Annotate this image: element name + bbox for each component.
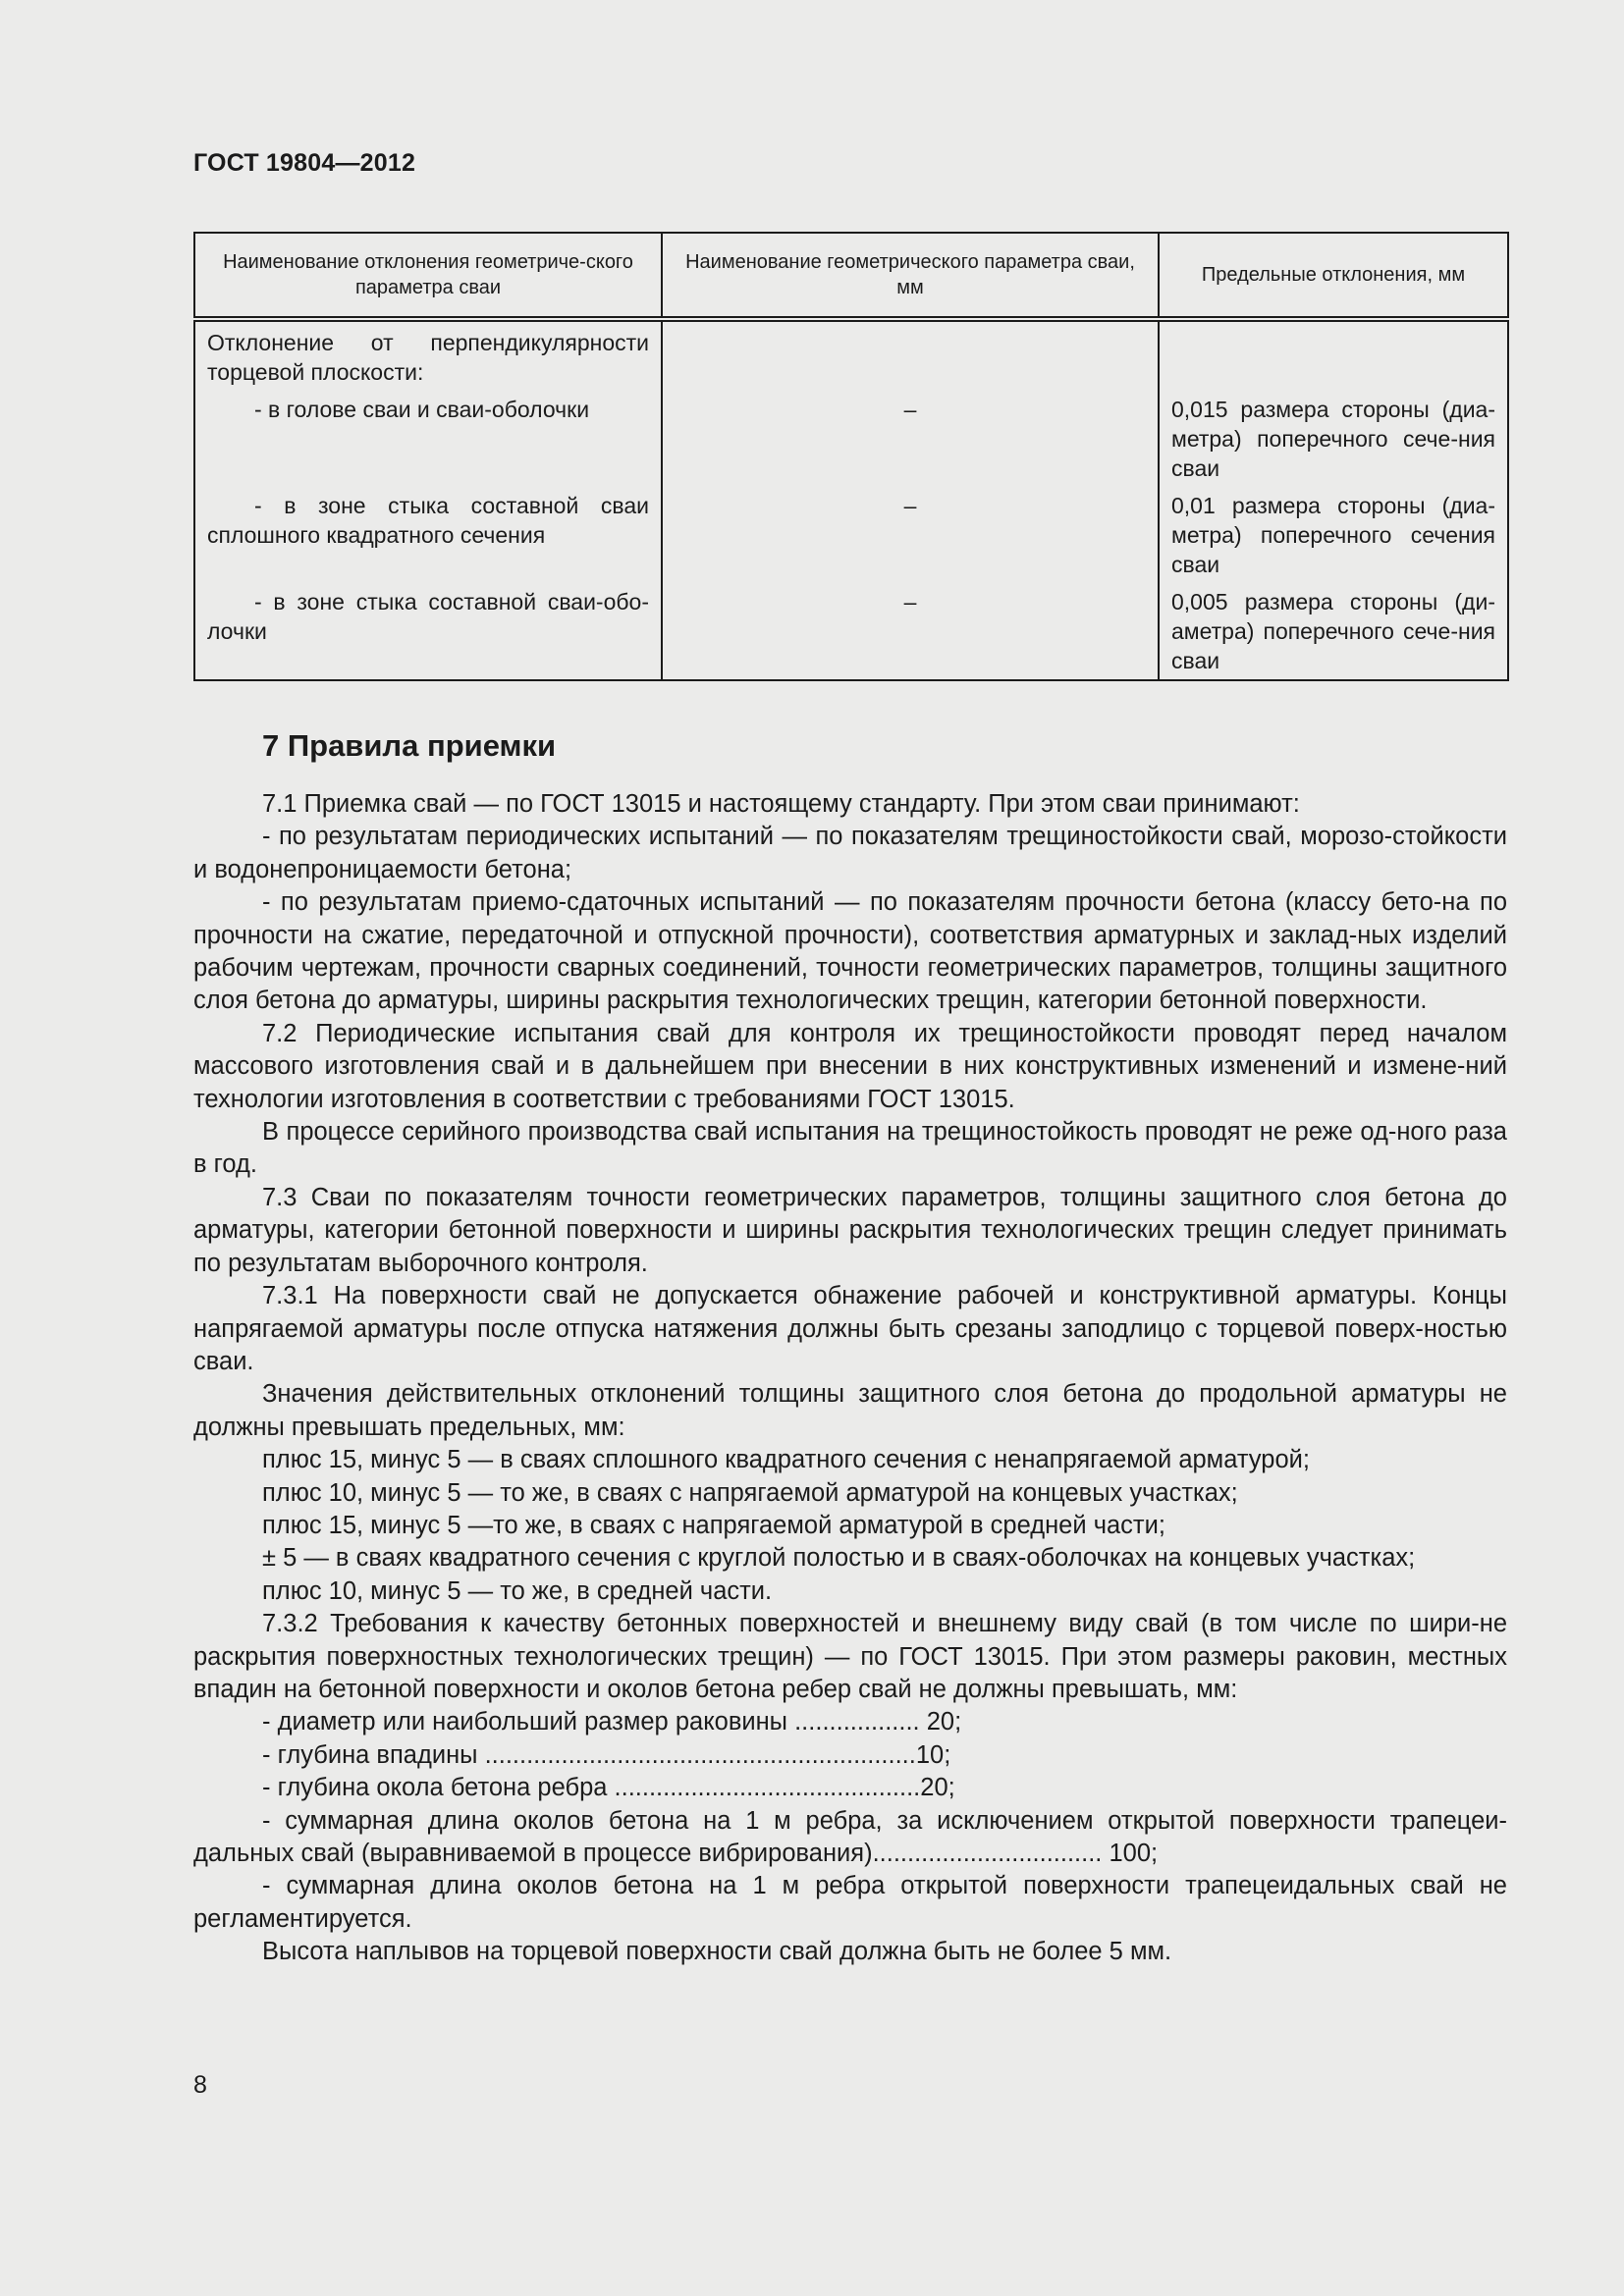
- paragraph: В процессе серийного производства свай испытания на трещиностойкость проводят не реже од-ного раза в год.: [193, 1118, 1507, 1179]
- list-item: плюс 10, минус 5 — то же, в сваях с напрягаемой арматурой на концевых участках;: [262, 1478, 1238, 1507]
- cell-deviation-name: - в зоне стыка составной сваи-обо-лочки: [194, 579, 662, 680]
- cell-parameter: –: [662, 483, 1159, 579]
- paragraph: 7.1 Приемка свай — по ГОСТ 13015 и настоящему стандарту. При этом сваи принимают:: [262, 790, 1300, 818]
- list-item: плюс 15, минус 5 —то же, в сваях с напрягаемой арматурой в средней части;: [262, 1511, 1165, 1539]
- cell-limit: [1159, 319, 1508, 387]
- page-number: 8: [193, 2071, 207, 2099]
- table-row: [194, 579, 1508, 680]
- deviation-table: [193, 232, 1509, 681]
- cell-parameter: –: [662, 387, 1159, 483]
- cell-limit: 0,01 размера стороны (диа-метра) поперечного сечения сваи: [1159, 483, 1508, 579]
- list-item: плюс 10, минус 5 — то же, в средней части.: [262, 1576, 773, 1605]
- table-row: [194, 483, 1508, 579]
- list-item: - по результатам периодических испытаний — по показателям трещиностойкости свай, морозо-стойкости и водонепроницаемости бетона;: [193, 823, 1507, 883]
- list-item: - суммарная длина околов бетона на 1 м ребра открытой поверхности трапецеидальных свай не регламентируется.: [193, 1872, 1507, 1933]
- paragraph: 7.3 Сваи по показателям точности геометрических параметров, толщины защитного слоя бетона до арматуры, категории бетонной поверхности и ширины раскрытия технологических трещин следует принимать по результатам выборочного контроля.: [193, 1183, 1507, 1277]
- cell-limit: 0,005 размера стороны (ди-аметра) поперечного сече-ния сваи: [1159, 579, 1508, 680]
- list-item: - глубина окола бетона ребра ............................................20;: [262, 1774, 955, 1802]
- list-item: - суммарная длина околов бетона на 1 м ребра, за исключением открытой поверхности трапецеи-дальных свай (выравниваемой в процессе вибрирования)................................. 100;: [193, 1806, 1507, 1867]
- section-title: 7 Правила приемки: [262, 728, 557, 763]
- paragraph: Высота наплывов на торцевой поверхности свай должна быть не более 5 мм.: [262, 1938, 1172, 1966]
- cell-deviation-name: - в голове сваи и сваи-оболочки: [194, 387, 662, 483]
- table-row: [194, 387, 1508, 483]
- cell-parameter: –: [662, 579, 1159, 680]
- column-header-deviation-name: Наименование отклонения геометриче-ского параметра сваи: [194, 233, 662, 319]
- cell-limit: 0,015 размера стороны (диа-метра) поперечного сече-ния сваи: [1159, 387, 1508, 483]
- section-body: [193, 788, 1507, 1969]
- paragraph: 7.3.2 Требования к качеству бетонных поверхностей и внешнему виду свай (в том числе по шири-не раскрытия поверхностных технологических трещин) — по ГОСТ 13015. При этом размеры раковин, местных впадин на бетонной поверхности и околов бетона ребер свай не должны превышать, мм:: [193, 1610, 1507, 1703]
- list-item: - по результатам приемо-сдаточных испытаний — по показателям прочности бетона (классу бето-на по прочности на сжатие, передаточной и отпускной прочности), соответствия арматурных и заклад-ных изделий рабочим чертежам, прочности сварных соединений, точности геометрических параметров, толщины защитного слоя бетона до арматуры, ширины раскрытия технологических трещин, категории бетонной поверхности.: [193, 888, 1507, 1015]
- paragraph: 7.3.1 На поверхности свай не допускается обнажение рабочей и конструктивной арматуры. Концы напрягаемой арматуры после отпуска натяжения должны быть срезаны заподлицо с торцевой поверх-ностью сваи.: [193, 1282, 1507, 1375]
- cell-deviation-name: Отклонение от перпендикулярности торцевой плоскости:: [194, 319, 662, 387]
- cell-parameter: [662, 319, 1159, 387]
- column-header-parameter-name: Наименование геометрического параметра сваи, мм: [662, 233, 1159, 319]
- cell-deviation-name: - в зоне стыка составной сваи сплошного квадратного сечения: [194, 483, 662, 579]
- table-header-row: [194, 233, 1508, 319]
- list-item: - диаметр или наибольший размер раковины .................. 20;: [262, 1708, 962, 1736]
- list-item: плюс 15, минус 5 — в сваях сплошного квадратного сечения с ненапрягаемой арматурой;: [262, 1446, 1310, 1474]
- list-item: ± 5 — в сваях квадратного сечения с круглой полостью и в сваях-оболочках на концевых участках;: [262, 1544, 1416, 1573]
- column-header-limit-deviations: Предельные отклонения, мм: [1159, 233, 1508, 319]
- list-item: - глубина впадины ..............................................................10;: [262, 1740, 951, 1769]
- paragraph: 7.2 Периодические испытания свай для контроля их трещиностойкости проводят перед началом массового изготовления свай и в дальнейшем при внесении в них конструктивных изменений и измене-ний технологии изготовления в соответствии с требованиями ГОСТ 13015.: [193, 1019, 1507, 1113]
- document-code-header: ГОСТ 19804—2012: [193, 149, 416, 177]
- table-row: [194, 319, 1508, 387]
- paragraph: Значения действительных отклонений толщины защитного слоя бетона до продольной арматуры не должны превышать предельных, мм:: [193, 1380, 1507, 1441]
